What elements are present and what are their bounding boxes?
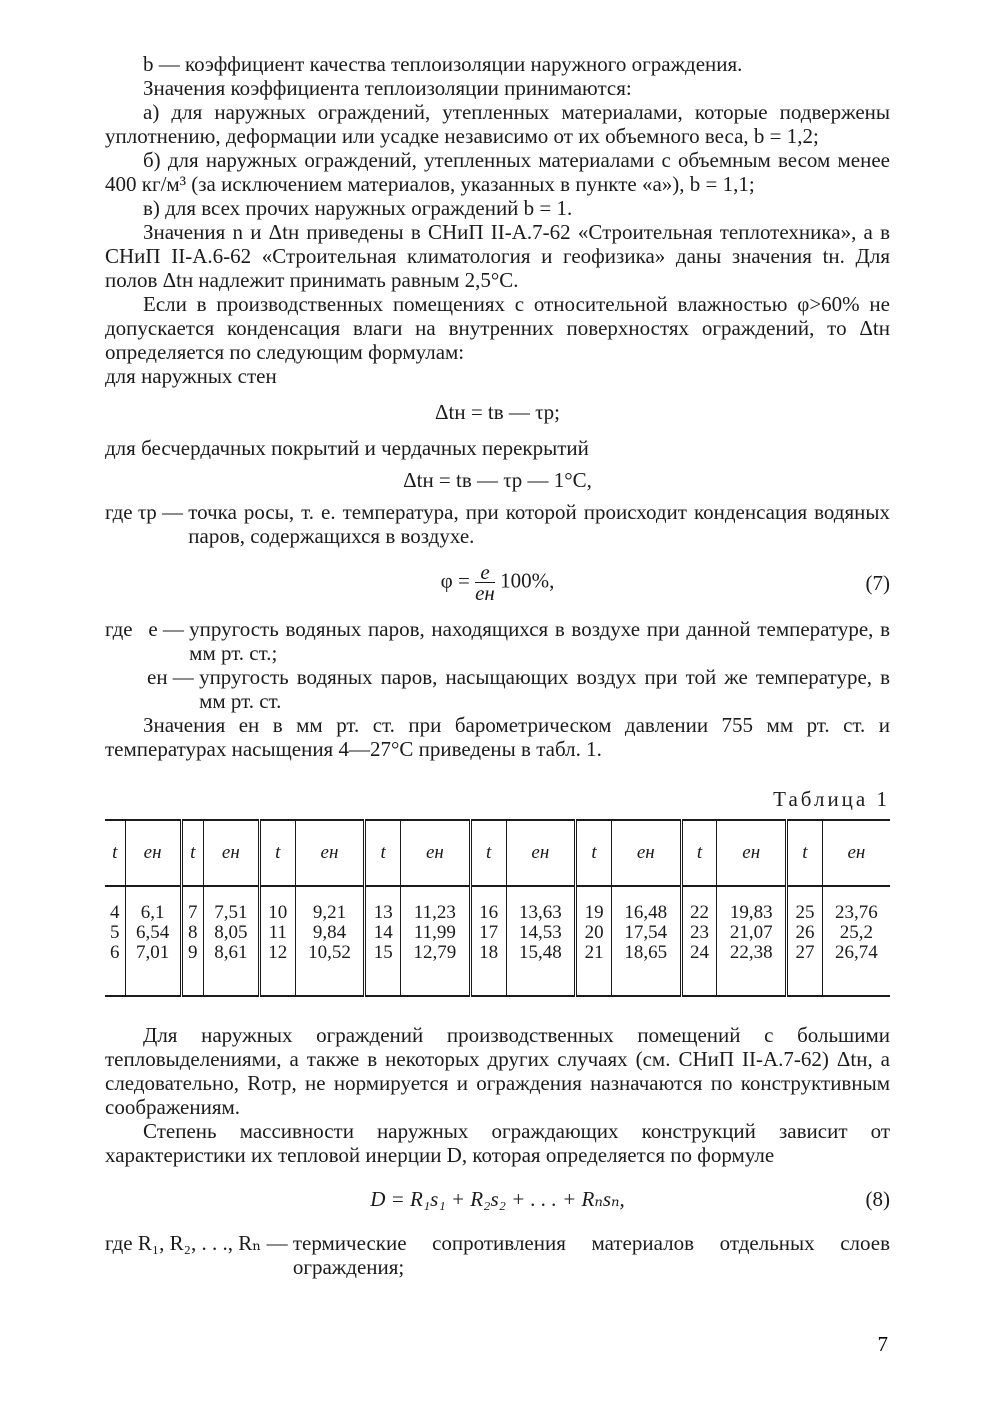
- column-header: t: [259, 820, 295, 886]
- definition-e: [105, 617, 890, 665]
- table-cell: 16,48 17,54 18,65: [611, 886, 681, 996]
- table-cell: 10 11 12: [259, 886, 295, 996]
- paragraph: Если в производственных помещениях с относительной влажностью φ>60% не допускается конденсация влаги на внутренних поверхностях ограждений, то Δtн определяется по следующим формулам:: [105, 292, 890, 364]
- definition-en: [105, 665, 890, 713]
- formula-number: (8): [865, 1187, 890, 1211]
- table-cell: 11,23 11,99 12,79: [401, 886, 471, 996]
- paragraph: б) для наружных ограждений, утепленных материалами с объемным весом менее 400 кг/м³ (за исключением материалов, указанных в пункте «а»), b = 1,1;: [105, 148, 890, 196]
- column-header: t: [787, 820, 823, 886]
- column-header: eн: [295, 820, 365, 886]
- formula-rhs: 100%,: [494, 568, 555, 593]
- formula-text: D = R₁s₁ + R₂s₂ + . . . + Rₙsₙ,: [370, 1187, 625, 1211]
- definition-text: точка росы, т. е. температура, при которой происходит конденсация водяных паров, содержащихся в воздухе.: [188, 500, 890, 548]
- definition-text: термические сопротивления материалов отдельных слоев ограждения;: [292, 1231, 890, 1279]
- formula-walls: Δtн = tв — τр;: [435, 400, 560, 424]
- column-header: eн: [717, 820, 787, 886]
- formula-lhs: φ =: [440, 568, 476, 593]
- table-caption: Таблица 1: [773, 787, 890, 811]
- table-cell: 7 8 9: [181, 886, 203, 996]
- paragraph: b — коэффициент качества теплоизоляции наружного ограждения.: [143, 52, 743, 76]
- table-cell: 4 5 6: [105, 886, 125, 996]
- page-number: 7: [877, 1332, 888, 1356]
- definition-text: упругость водяных паров, находящихся в воздухе при данной температуре, в мм рт. ст.;: [189, 617, 890, 665]
- paragraph: Для наружных ограждений производственных помещений с большими тепловыделениями, а также в некоторых других случаях (см. СНиП II-А.7-62) Δtн, а следовательно, Rотр, не нормируется и ограждения назначаются по конструктивным соображениям.: [105, 1023, 890, 1119]
- table-cell: 22 23 24: [681, 886, 717, 996]
- paragraph: в) для всех прочих наружных ограждений b = 1.: [143, 196, 573, 220]
- definition-R: [105, 1231, 890, 1279]
- column-header: eн: [401, 820, 471, 886]
- data-table: [105, 819, 890, 997]
- paragraph: для бесчердачных покрытий и чердачных перекрытий: [105, 436, 589, 460]
- column-header: eн: [822, 820, 890, 886]
- formula-roofs: Δtн = tв — τр — 1°С,: [403, 468, 592, 492]
- paragraph: а) для наружных ограждений, утепленных материалами, которые подвержены уплотнению, деформации или усадке независимо от их объемного веса, b = 1,2;: [105, 100, 890, 148]
- definition-dew-point: [105, 500, 890, 548]
- definition-label: eн —: [105, 665, 200, 689]
- column-header: t: [365, 820, 401, 886]
- formula-7: [105, 562, 890, 603]
- table-cell: 25 26 27: [787, 886, 823, 996]
- table-cell: 16 17 18: [470, 886, 506, 996]
- column-header: t: [181, 820, 203, 886]
- table-row: [105, 886, 890, 996]
- column-header: t: [105, 820, 125, 886]
- column-header: t: [681, 820, 717, 886]
- paragraph: Степень массивности наружных ограждающих конструкций зависит от характеристики их тепловой инерции D, которая определяется по формуле: [105, 1119, 890, 1167]
- column-header: eн: [125, 820, 181, 886]
- fraction-denominator: eн: [475, 581, 495, 605]
- table-cell: 13 14 15: [365, 886, 401, 996]
- definition-label: где R₁, R₂, . . ., Rₙ —: [105, 1231, 293, 1255]
- table-cell: 19 20 21: [576, 886, 612, 996]
- column-header: t: [576, 820, 612, 886]
- table-cell: 7,51 8,05 8,61: [203, 886, 259, 996]
- column-header: eн: [611, 820, 681, 886]
- column-header: eн: [203, 820, 259, 886]
- paragraph: Значения коэффициента теплоизоляции принимаются:: [143, 76, 632, 100]
- definition-label: где τр —: [105, 500, 189, 524]
- table-cell: 6,1 6,54 7,01: [125, 886, 181, 996]
- table-cell: 9,21 9,84 10,52: [295, 886, 365, 996]
- formula-number: (7): [865, 570, 890, 595]
- paragraph: Значения n и Δtн приведены в СНиП II-А.7-62 «Строительная теплотехника», а в СНиП II-А.6-62 «Строительная климатология и геофизика» даны значения tн. Для полов Δtн надлежит принимать равным 2,5°С.: [105, 220, 890, 292]
- table-cell: 23,76 25,2 26,74: [822, 886, 890, 996]
- table-header-row: [105, 820, 890, 886]
- definition-label: где e —: [105, 617, 190, 641]
- table-cell: 19,83 21,07 22,38: [717, 886, 787, 996]
- formula-8: [105, 1187, 890, 1211]
- column-header: t: [470, 820, 506, 886]
- definition-text: упругость водяных паров, насыщающих воздух при той же температуре, в мм рт. ст.: [199, 665, 890, 713]
- fraction: [475, 562, 495, 603]
- page-body: [105, 52, 890, 1279]
- column-header: eн: [506, 820, 576, 886]
- paragraph: Значения eн в мм рт. ст. при барометрическом давлении 755 мм рт. ст. и температурах насыщения 4—27°С приведены в табл. 1.: [105, 713, 890, 761]
- paragraph: для наружных стен: [105, 364, 277, 388]
- fraction-numerator: e: [475, 562, 495, 583]
- table-cell: 13,63 14,53 15,48: [506, 886, 576, 996]
